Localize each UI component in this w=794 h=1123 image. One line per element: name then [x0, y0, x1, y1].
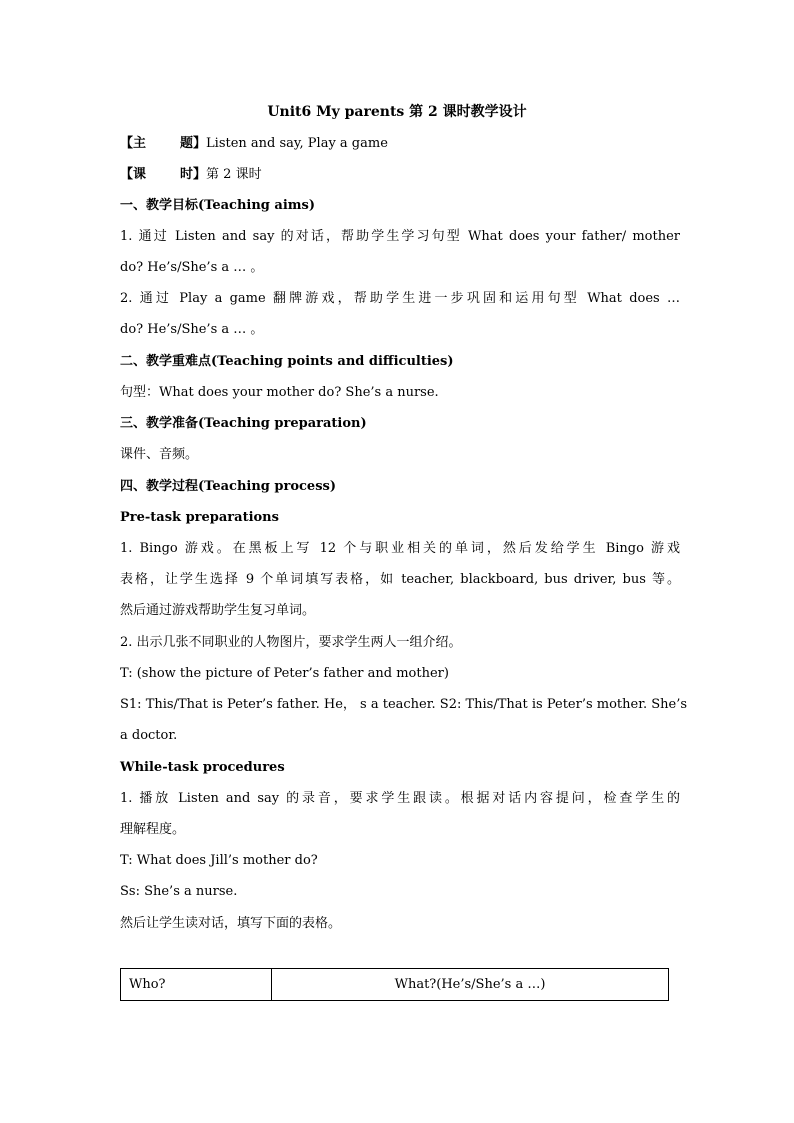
while-task-heading: While-task procedures	[120, 760, 285, 775]
period-line	[120, 165, 680, 185]
table-header-row	[121, 969, 669, 1001]
pre-task-heading: Pre-task preparations	[120, 510, 279, 525]
aims-item-1-line-2: do? He’s/She’s a … 。	[120, 260, 264, 275]
pre-task-students-line-1: S1: This/That is Peter’s father. He， s a teacher. S2: This/That is Peter’s mother. She’s	[120, 697, 688, 712]
pre-task-item-1-line-2: 表格，让学生选择 9 个单词填写表格，如 teacher, blackboard, bus driver, bus 等。	[120, 572, 680, 587]
period-label: 【课 时】	[120, 167, 207, 182]
aims-item-2-line-1: 2. 通过 Play a game 翻牌游戏，帮助学生进一步巩固和运用句型 What does …	[120, 291, 680, 306]
section-points-heading: 二、教学重难点(Teaching points and difficulties)	[120, 354, 454, 369]
table-header-what: What?(He’s/She’s a …)	[272, 969, 669, 1001]
fill-in-table	[120, 968, 669, 1001]
document-title: Unit6 My parents 第 2 课时教学设计	[267, 104, 527, 120]
topic-label: 【主 题】	[120, 136, 207, 151]
topic-line	[120, 134, 680, 154]
pre-task-item-1-line-1: 1. Bingo 游戏。在黑板上写 12 个与职业相关的单词，然后发给学生 Bingo 游戏	[120, 541, 680, 556]
while-task-item-1-line-2: 理解程度。	[120, 822, 186, 837]
period-value: 第 2 课时	[206, 167, 262, 182]
aims-item-2-line-2: do? He’s/She’s a … 。	[120, 322, 264, 337]
while-task-teacher-line: T: What does Jill’s mother do?	[120, 853, 318, 868]
pre-task-teacher-line: T: (show the picture of Peter’s father and mother)	[120, 666, 449, 681]
while-task-instruction-line: 然后让学生读对话，填写下面的表格。	[120, 916, 342, 931]
aims-item-1-line-1: 1. 通过 Listen and say 的对话，帮助学生学习句型 What does your father/ mother	[120, 229, 680, 244]
section-aims-heading: 一、教学目标(Teaching aims)	[120, 198, 315, 213]
pre-task-item-1-line-3: 然后通过游戏帮助学生复习单词。	[120, 603, 316, 618]
topic-value: Listen and say, Play a game	[206, 136, 388, 151]
while-task-item-1-line-1: 1. 播放 Listen and say 的录音，要求学生跟读。根据对话内容提问，检查学生的	[120, 791, 680, 806]
preparation-line: 课件、音频。	[120, 447, 199, 462]
points-line: 句型：What does your mother do? She’s a nurse.	[120, 385, 439, 400]
section-preparation-heading: 三、教学准备(Teaching preparation)	[120, 416, 367, 431]
while-task-students-line: Ss: She’s a nurse.	[120, 884, 238, 899]
section-process-heading: 四、教学过程(Teaching process)	[120, 479, 336, 494]
table-header-who: Who?	[121, 969, 272, 1001]
pre-task-item-2-line-1: 2. 出示几张不同职业的人物图片，要求学生两人一组介绍。	[120, 635, 462, 650]
pre-task-students-line-2: a doctor.	[120, 728, 178, 743]
